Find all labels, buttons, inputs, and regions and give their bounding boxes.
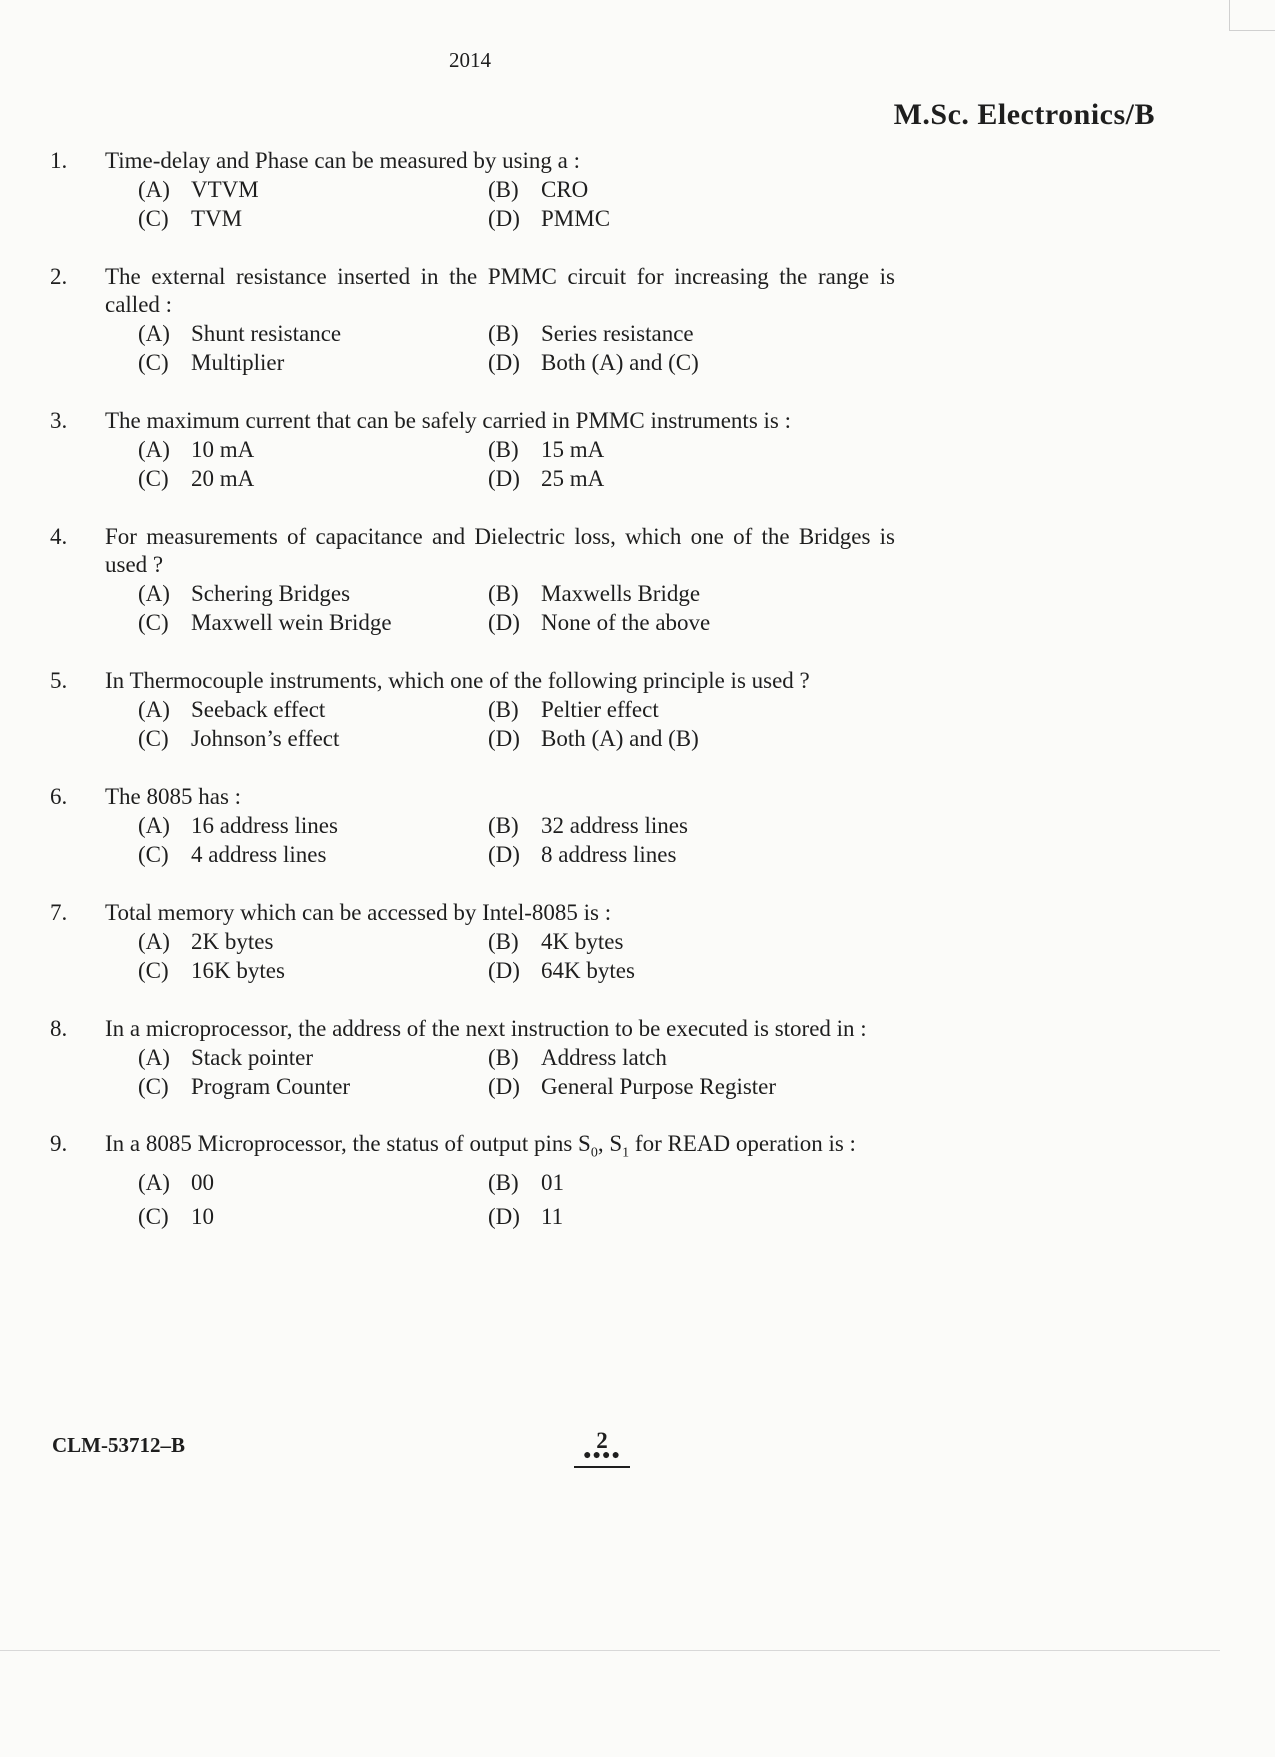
option-text: 00 [191, 1169, 214, 1195]
option-a [138, 320, 488, 349]
option-label: (B) [488, 697, 519, 722]
option-b [488, 1169, 895, 1203]
option-grid [138, 928, 895, 986]
question-4 [50, 523, 895, 638]
option-d [488, 465, 895, 494]
question-number: 8. [50, 1016, 68, 1041]
option-label: (C) [138, 726, 169, 751]
option-d [488, 1203, 895, 1237]
option-label: (D) [488, 610, 520, 635]
option-text: None of the above [541, 610, 711, 635]
option-text: 16K bytes [191, 958, 285, 983]
option-label: (B) [488, 1045, 519, 1070]
option-text: Maxwells Bridge [541, 581, 701, 606]
question-9 [50, 1130, 895, 1237]
option-label: (B) [488, 581, 519, 606]
option-text: TVM [191, 206, 243, 231]
option-c [138, 1203, 488, 1237]
option-c [138, 205, 488, 234]
option-text: Program Counter [191, 1074, 351, 1099]
option-b [488, 928, 895, 957]
option-text: 16 address lines [191, 813, 338, 838]
option-label: (A) [138, 929, 170, 954]
option-label: (D) [488, 466, 520, 491]
option-d [488, 957, 895, 986]
option-c [138, 609, 488, 638]
option-a [138, 1169, 488, 1203]
option-label: (D) [488, 1074, 520, 1099]
option-label: (C) [138, 610, 169, 635]
option-c [138, 465, 488, 494]
option-label: (B) [488, 1169, 519, 1195]
option-a [138, 928, 488, 957]
page-number-dots: ●●●● [583, 1448, 621, 1463]
option-b [488, 320, 895, 349]
option-text: 10 [191, 1203, 214, 1229]
option-label: (A) [138, 1169, 170, 1195]
option-d [488, 725, 895, 754]
question-text: For measurements of capacitance and Dielectric loss, which one of the Bridges is used ? [105, 524, 895, 577]
option-label: (D) [488, 350, 520, 375]
option-text: Seeback effect [191, 697, 326, 722]
option-text: Shunt resistance [191, 321, 342, 346]
subscript: 0 [590, 1145, 598, 1161]
option-label: (A) [138, 813, 170, 838]
option-text: VTVM [191, 177, 259, 202]
page-number-underline [574, 1466, 630, 1468]
option-grid [138, 176, 895, 234]
option-a [138, 176, 488, 205]
question-8 [50, 1015, 895, 1102]
option-label: (C) [138, 350, 169, 375]
option-c [138, 349, 488, 378]
option-label: (C) [138, 1074, 169, 1099]
question-7 [50, 899, 895, 986]
option-text: Series resistance [541, 321, 694, 346]
question-number: 3. [50, 408, 68, 433]
option-grid [138, 1044, 895, 1102]
option-text: 10 mA [191, 437, 255, 462]
option-text: Both (A) and (C) [541, 350, 699, 375]
option-grid [138, 320, 895, 378]
option-c [138, 725, 488, 754]
question-text: In Thermocouple instruments, which one of the following principle is used ? [105, 668, 810, 693]
option-text: 2K bytes [191, 929, 274, 954]
option-a [138, 812, 488, 841]
question-list [50, 147, 895, 1266]
option-label: (C) [138, 466, 169, 491]
option-label: (D) [488, 206, 520, 231]
option-text: 11 [541, 1203, 564, 1229]
option-label: (D) [488, 726, 520, 751]
paper-code: CLM-53712–B [52, 1433, 185, 1457]
question-text: The maximum current that can be safely carried in PMMC instruments is : [105, 408, 792, 433]
option-d [488, 349, 895, 378]
option-b [488, 580, 895, 609]
option-a [138, 696, 488, 725]
question-text [105, 1130, 895, 1168]
option-b [488, 696, 895, 725]
question-number: 4. [50, 524, 68, 549]
question-text: Time-delay and Phase can be measured by using a : [105, 148, 581, 173]
option-b [488, 812, 895, 841]
option-label: (B) [488, 437, 519, 462]
option-d [488, 1073, 895, 1102]
option-label: (A) [138, 697, 170, 722]
option-label: (A) [138, 581, 170, 606]
option-text: Maxwell wein Bridge [191, 610, 392, 635]
option-text: 32 address lines [541, 813, 688, 838]
question-text: The external resistance inserted in the PMMC circuit for increasing the range is called : [105, 264, 895, 317]
question-number: 6. [50, 784, 68, 809]
option-grid [138, 436, 895, 494]
option-text: 25 mA [541, 466, 605, 491]
scan-corner-mark [1229, 0, 1275, 31]
option-c [138, 841, 488, 870]
option-grid [138, 696, 895, 754]
option-a [138, 436, 488, 465]
question-number: 2. [50, 264, 68, 289]
option-text: General Purpose Register [541, 1074, 777, 1099]
question-number: 1. [50, 148, 68, 173]
option-label: (D) [488, 842, 520, 867]
option-text: 4K bytes [541, 929, 624, 954]
option-label: (A) [138, 321, 170, 346]
option-label: (B) [488, 321, 519, 346]
option-a [138, 1044, 488, 1073]
option-d [488, 841, 895, 870]
option-grid [138, 1169, 895, 1237]
option-label: (A) [138, 177, 170, 202]
option-grid [138, 812, 895, 870]
option-text: 20 mA [191, 466, 255, 491]
option-label: (D) [488, 958, 520, 983]
option-label: (B) [488, 177, 519, 202]
question-text: In a microprocessor, the address of the next instruction to be executed is stored in : [105, 1016, 867, 1041]
question-text: Total memory which can be accessed by Intel-8085 is : [105, 900, 612, 925]
option-label: (B) [488, 813, 519, 838]
question-6 [50, 783, 895, 870]
option-text: 4 address lines [191, 842, 327, 867]
option-b [488, 1044, 895, 1073]
option-text: 15 mA [541, 437, 605, 462]
option-label: (D) [488, 1203, 520, 1229]
option-text: Address latch [541, 1045, 667, 1070]
scan-divider-line [0, 1650, 1220, 1651]
option-text: PMMC [541, 206, 611, 231]
question-5 [50, 667, 895, 754]
question-number: 9. [50, 1131, 68, 1156]
option-label: (C) [138, 842, 169, 867]
option-text: Multiplier [191, 350, 285, 375]
option-b [488, 176, 895, 205]
option-text: CRO [541, 177, 589, 202]
option-text: Schering Bridges [191, 581, 351, 606]
course-title: M.Sc. Electronics/B [893, 98, 1155, 131]
option-label: (C) [138, 206, 169, 231]
option-d [488, 609, 895, 638]
exam-year: 2014 [449, 48, 491, 72]
option-a [138, 580, 488, 609]
question-text-part: for READ operation is : [629, 1131, 856, 1156]
question-text-part: In a 8085 Microprocessor, the status of output pins S [105, 1131, 591, 1156]
question-text: The 8085 has : [105, 784, 242, 809]
option-d [488, 205, 895, 234]
option-label: (C) [138, 1203, 169, 1229]
question-number: 7. [50, 900, 68, 925]
option-grid [138, 580, 895, 638]
question-text-part: , S [597, 1131, 623, 1156]
question-2 [50, 263, 895, 378]
question-number: 5. [50, 668, 68, 693]
option-text: Johnson’s effect [191, 726, 340, 751]
option-text: Both (A) and (B) [541, 726, 699, 751]
option-text: Peltier effect [541, 697, 659, 722]
option-text: 64K bytes [541, 958, 635, 983]
option-c [138, 957, 488, 986]
option-c [138, 1073, 488, 1102]
option-label: (A) [138, 437, 170, 462]
option-label: (B) [488, 929, 519, 954]
question-1 [50, 147, 895, 234]
option-text: 8 address lines [541, 842, 677, 867]
page-number: 2 [596, 1428, 608, 1453]
question-3 [50, 407, 895, 494]
option-label: (C) [138, 958, 169, 983]
option-label: (A) [138, 1045, 170, 1070]
option-text: Stack pointer [191, 1045, 313, 1070]
subscript: 1 [622, 1145, 630, 1161]
option-b [488, 436, 895, 465]
option-text: 01 [541, 1169, 564, 1195]
